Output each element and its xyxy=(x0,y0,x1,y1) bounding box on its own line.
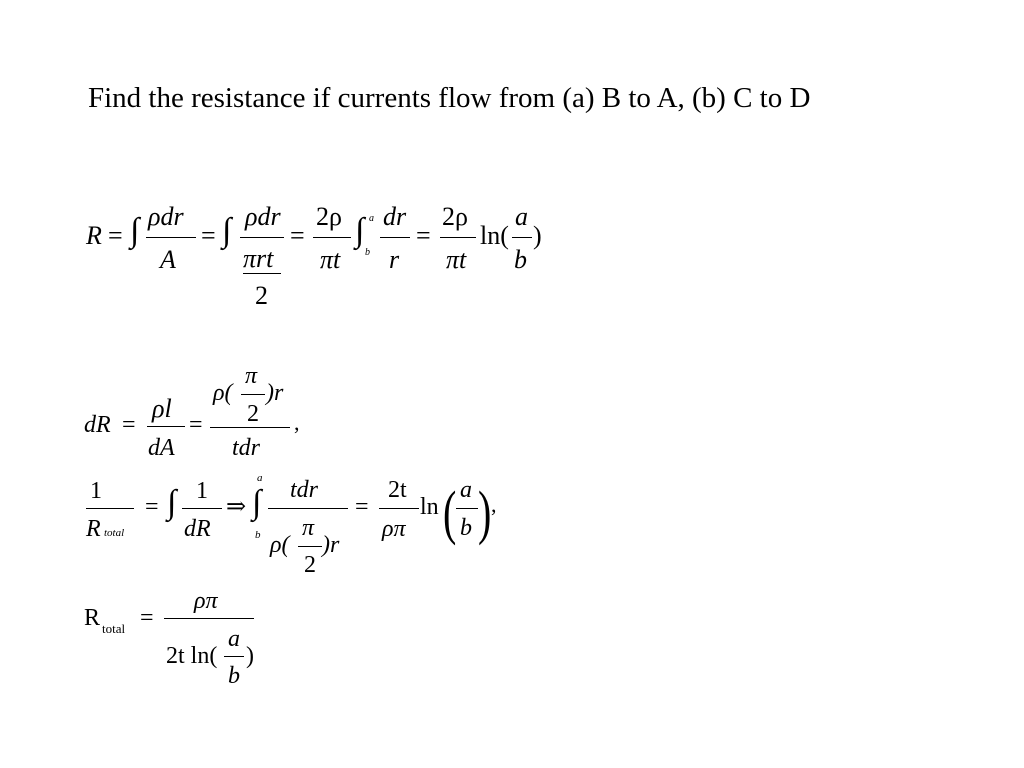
equals-sign: = xyxy=(189,412,203,438)
numerator-one: 1 xyxy=(90,478,102,504)
rho-open-paren: ρ( xyxy=(213,380,233,406)
subscript-total: total xyxy=(102,621,126,636)
equals-sign: = xyxy=(122,412,136,438)
comma: , xyxy=(491,492,497,517)
denominator-two: 2 xyxy=(255,281,268,310)
numerator-pi: π xyxy=(245,363,258,389)
fraction-bar xyxy=(298,546,322,547)
numerator-pi: π xyxy=(302,515,315,541)
equals-sign: = xyxy=(145,494,159,520)
denominator-b: b xyxy=(228,663,240,689)
numerator-two-rho: 2ρ xyxy=(316,202,342,231)
fraction-bar xyxy=(182,508,222,509)
denominator-pi-r-t: πrt xyxy=(243,244,274,273)
integral-sign: ∫ xyxy=(167,484,177,521)
integral-sign: ∫ xyxy=(222,212,232,249)
numerator-two-rho: 2ρ xyxy=(442,202,468,231)
definite-integral-sign: ∫ xyxy=(355,212,365,249)
fraction-bar xyxy=(147,426,185,427)
denominator-b: b xyxy=(460,515,472,541)
numerator-rho-pi: ρπ xyxy=(194,588,218,614)
numerator-dr: dr xyxy=(383,202,407,231)
slide-title: Find the resistance if currents flow from (a) B to A, (b) C to D xyxy=(88,82,811,114)
ln-function: ln xyxy=(420,494,439,520)
equals-sign: = xyxy=(355,494,369,520)
fraction-bar xyxy=(313,237,351,238)
integral-sign: ∫ xyxy=(130,212,140,249)
numerator-rho-dr: ρdr xyxy=(245,202,281,231)
close-paren-r: )r xyxy=(322,532,340,558)
denominator-pi-t: πt xyxy=(320,245,341,274)
integral-lower-limit: b xyxy=(255,529,261,541)
numerator-rho-dr: ρdr xyxy=(148,202,184,231)
fraction-bar xyxy=(240,237,284,238)
ln-open-paren: ln( xyxy=(480,221,509,250)
equals-sign: = xyxy=(201,221,216,250)
numerator-one: 1 xyxy=(196,478,208,504)
rho-open-paren: ρ( xyxy=(270,532,290,558)
equals-sign: = xyxy=(108,221,123,250)
numerator-rho-l: ρl xyxy=(152,394,172,423)
fraction-bar xyxy=(224,656,244,657)
fraction-bar xyxy=(380,237,410,238)
fraction-bar xyxy=(379,508,419,509)
implies-arrow: ⇒ xyxy=(226,494,247,520)
close-paren: ) xyxy=(533,221,542,250)
denominator-r: r xyxy=(389,245,400,274)
denominator-da: dA xyxy=(148,435,175,461)
numerator-a: a xyxy=(515,202,528,231)
definite-integral-sign: ∫ xyxy=(252,484,262,521)
denominator-pi-t: πt xyxy=(446,245,467,274)
close-paren-r: )r xyxy=(266,380,284,406)
denominator-dr: dR xyxy=(184,516,211,542)
symbol-r: R xyxy=(86,221,102,250)
equals-sign: = xyxy=(416,221,431,250)
denominator-two: 2 xyxy=(247,401,259,427)
fraction-bar xyxy=(456,508,478,509)
denominator-two-t-ln: 2t ln( xyxy=(166,643,218,669)
fraction-bar xyxy=(440,237,476,238)
equals-sign: = xyxy=(290,221,305,250)
integral-upper-limit: a xyxy=(257,472,263,484)
numerator-a: a xyxy=(460,477,472,503)
integral-upper-limit: a xyxy=(369,213,374,224)
equals-sign: = xyxy=(140,605,154,631)
close-paren: ) xyxy=(246,643,254,669)
fraction-bar xyxy=(243,273,281,274)
fraction-bar xyxy=(164,618,254,619)
denominator-b: b xyxy=(514,245,527,274)
numerator-t-dr: tdr xyxy=(290,477,319,503)
right-paren-large: ) xyxy=(478,478,492,546)
denominator-rho-pi: ρπ xyxy=(382,516,406,542)
fraction-bar xyxy=(210,427,290,428)
denominator-r: R xyxy=(86,516,101,542)
denominator-t-dr: tdr xyxy=(232,435,261,461)
symbol-dr: dR xyxy=(84,412,111,438)
comma: , xyxy=(294,410,300,435)
fraction-bar xyxy=(268,508,348,509)
subscript-total: total xyxy=(104,527,125,539)
numerator-a: a xyxy=(228,626,240,652)
denominator-a: A xyxy=(160,245,176,274)
numerator-two-t: 2t xyxy=(388,477,407,503)
fraction-bar xyxy=(512,237,532,238)
left-paren-large: ( xyxy=(443,478,457,546)
denominator-two: 2 xyxy=(304,552,316,578)
fraction-bar xyxy=(86,508,134,509)
fraction-bar xyxy=(241,394,265,395)
fraction-bar xyxy=(146,237,196,238)
integral-lower-limit: b xyxy=(365,247,370,258)
symbol-r-upright: R xyxy=(84,605,101,631)
